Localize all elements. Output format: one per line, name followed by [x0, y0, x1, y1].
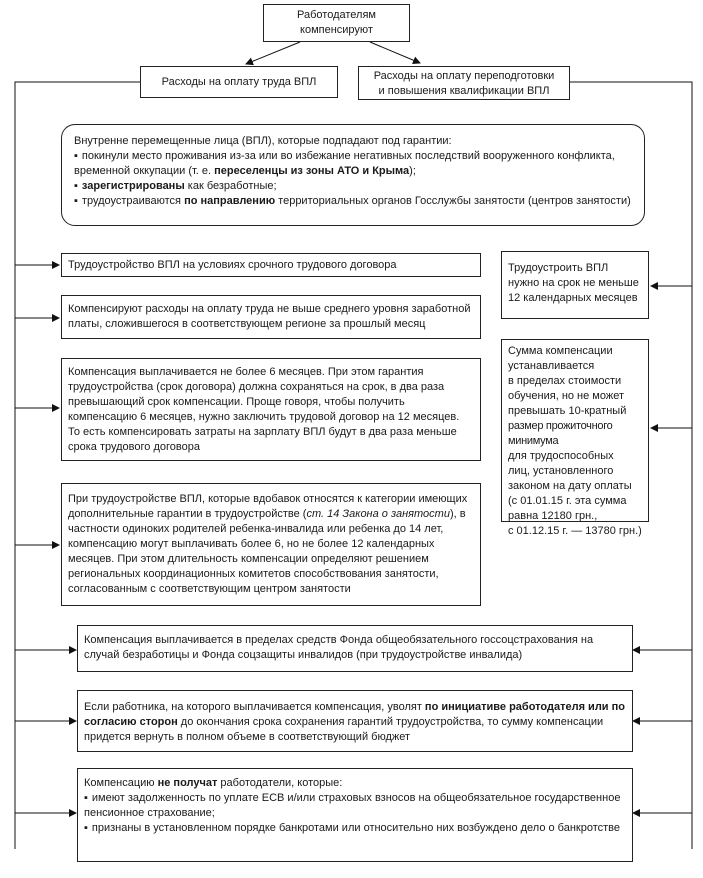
employment-box — [61, 253, 481, 277]
not-eligible-bold: не получат — [157, 777, 218, 789]
vpl-bullet-registered: ▪ зарегистрированы как безработные; — [74, 179, 634, 194]
vpl-bullet-left-home: ▪ покинули место проживания из-за или во избежание негативных последствий вооруженного конфликта, временной оккупации (т. е. переселенцы из зоны АТО и Крыма); — [74, 149, 634, 179]
six-months-box — [61, 358, 481, 461]
twelve-months-text: Трудоустроить ВПЛ нужно на срок не меньше 12 календарных месяцев — [508, 262, 639, 304]
amount-box: Сумма компенсации устанавливается в пределах стоимости обучения, но не может превышать 10-кратный размер прожиточного минимума для трудоспособных лиц, установленного законом на дату оплаты (с 01.01.15 г. эта сумма равна 12180 грн., с 01.12.15 г. — 13780 грн.) — [501, 339, 649, 522]
title-line-1: Работодателям — [297, 9, 376, 21]
vpl-bullet-referral: ▪ трудоустраиваются по направлению территориальных органов Госслужбы занятости (центров занятости) — [74, 194, 634, 209]
employment-text: Трудоустройство ВПЛ на условиях срочного трудового договора — [68, 259, 397, 271]
title-box — [263, 4, 410, 42]
arrow-title-to-labor — [246, 42, 300, 64]
arrow-title-to-retraining — [370, 42, 420, 63]
title-line-2: компенсируют — [300, 24, 373, 36]
wages-text: Компенсируют расходы на оплату труда не выше среднего уровня заработной платы, сложившегося в соответствующем регионе за прошлый месяц — [68, 303, 471, 330]
dismissal-bold: по инициативе работодателя или по согласию сторон — [84, 701, 625, 728]
vpl-description-box — [61, 124, 645, 226]
vpl-bullet-referral-bold: по направлению — [184, 195, 276, 207]
retraining-line-1: Расходы на оплату переподготовки — [373, 70, 555, 82]
not-eligible-bullet-debt: ▪ имеют задолженность по уплате ЕСВ и/или страховых взносов на общеобязательное государственное пенсионное страхование; — [84, 791, 626, 821]
labor-costs-label: Расходы на оплату труда ВПЛ — [161, 76, 317, 88]
funds-box — [77, 625, 633, 672]
six-months-text: Компенсация выплачивается не более 6 месяцев. При этом гарантия трудоустройства (срок договора) должна сохраняться на срок, в два раза превышающий срок компенсации. Проще говоря, чтобы получить компенсацию 6 месяцев, нужно заключить трудовой договор на 12 месяцев. То есть компенсировать затраты на зарплату ВПЛ будут в два раза меньше срока трудового договора — [68, 366, 460, 453]
wages-box — [61, 295, 481, 339]
retraining-costs-box — [358, 66, 570, 100]
vpl-intro: Внутренне перемещенные лица (ВПЛ), которые подпадают под гарантии: — [74, 135, 452, 147]
not-eligible-bullet-bankrupt: ▪ признаны в установленном порядке банкротами или относительно них возбуждено дело о банкротстве — [84, 821, 626, 836]
extra-guarantees-box: При трудоустройстве ВПЛ, которые вдобавок относятся к категории имеющих дополнительные гарантии в трудоустройстве (ст. 14 Закона о занятости), в частности одиноких родителей ребенка-инвалида или ребенка до 14 лет, компенсацию могут выплачивать более 6, но не более 12 календарных месяцев. При этом длительность компенсации определяют решением региональных координационных комитетов способствования занятости, согласованным с соответствующим центром занятости — [61, 483, 481, 606]
vpl-bullet-left-home-bold: переселенцы из зоны АТО и Крыма — [214, 165, 410, 177]
law-reference: ст. 14 Закона о занятости — [306, 508, 450, 520]
twelve-months-box — [501, 251, 649, 319]
dismissal-box: Если работника, на которого выплачивается компенсация, уволят по инициативе работодателя или по согласию сторон до окончания срока сохранения гарантий трудоустройства, то сумму компенсации придется вернуть в полном объеме в соответствующий бюджет — [77, 690, 633, 752]
not-eligible-intro: Компенсацию не получат работодатели, которые: — [84, 777, 343, 789]
funds-text: Компенсация выплачивается в пределах средств Фонда общеобязательного госсоцстрахования на случай безработицы и Фонда соцзащиты инвалидов (при трудоустройстве инвалида) — [84, 634, 594, 661]
not-eligible-box — [77, 768, 633, 862]
vpl-bullet-registered-bold: зарегистрированы — [81, 180, 185, 192]
retraining-line-2: и повышения квалификации ВПЛ — [378, 85, 550, 97]
labor-costs-box — [140, 66, 338, 98]
